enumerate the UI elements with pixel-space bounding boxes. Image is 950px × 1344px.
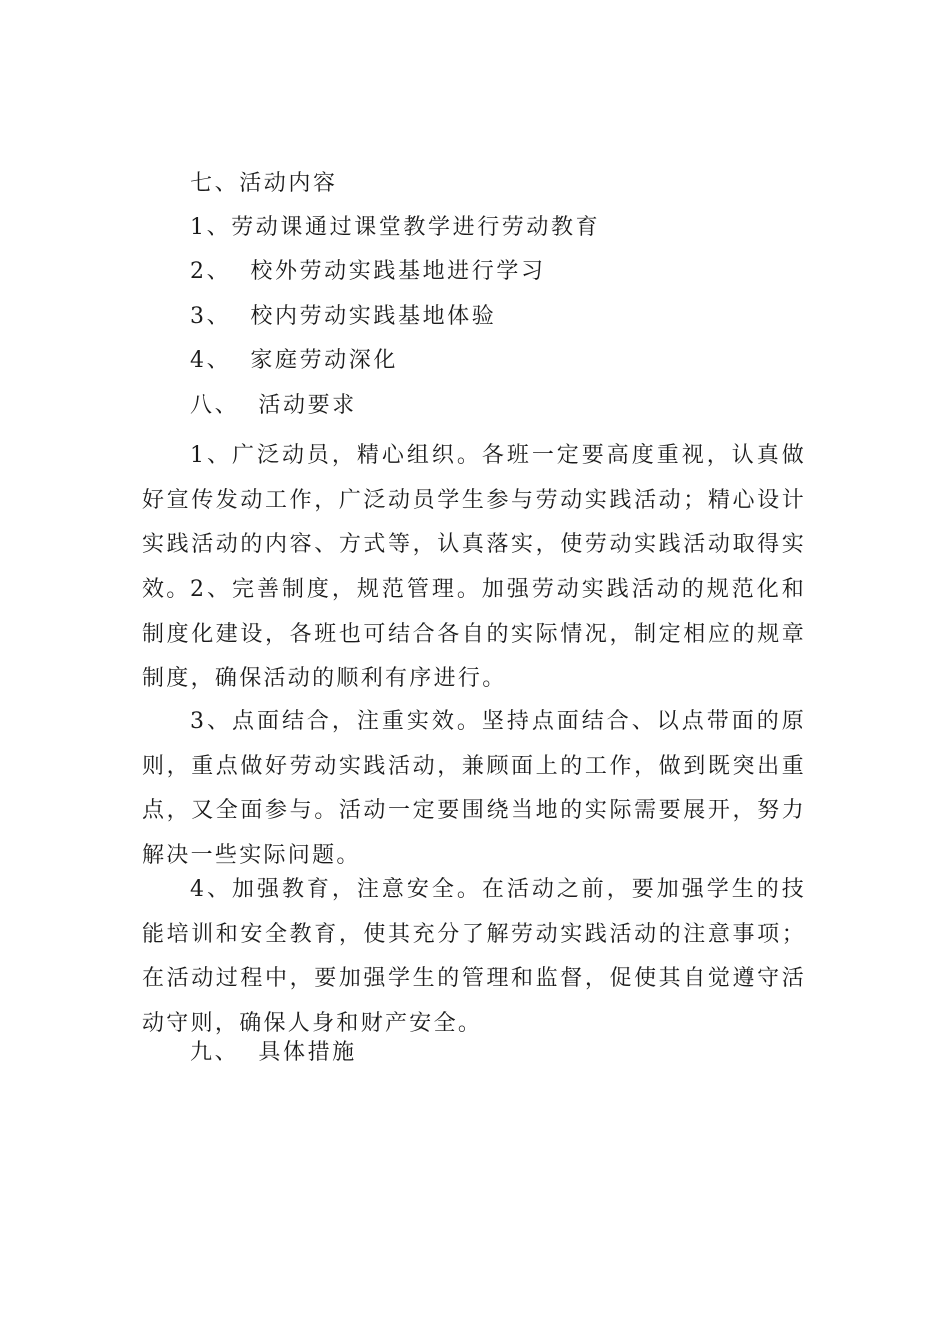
section-7-heading: 七、活动内容 bbox=[190, 171, 338, 196]
section-7-item-4: 4、 家庭劳动深化 bbox=[190, 348, 398, 373]
section-8-paragraph-1: 1、广泛动员，精心组织。各班一定要高度重视，认真做好宣传发动工作，广泛动员学生参与劳动实践活动；精心设计实践活动的内容、方式等，认真落实，使劳动实践活动取得实效。 bbox=[142, 443, 806, 602]
section-9-heading: 九、 具体措施 bbox=[190, 1040, 357, 1065]
section-8-paragraph-3: 3、点面结合，注重实效。坚持点面结合、以点带面的原则，重点做好劳动实践活动，兼顾面上的工作，做到既突出重点，又全面参与。活动一定要围绕当地的实际需要展开，努力解决一些实际问题。 bbox=[142, 709, 806, 868]
section-7-item-3: 3、 校内劳动实践基地体验 bbox=[190, 304, 497, 329]
section-8-paragraph-4: 4、加强教育，注意安全。在活动之前，要加强学生的技能培训和安全教育，使其充分了解劳动实践活动的注意事项；在活动过程中，要加强学生的管理和监督，促使其自觉遵守活动守则，确保人身和财产安全。 bbox=[142, 877, 806, 1036]
section-8-heading: 八、 活动要求 bbox=[190, 393, 357, 418]
section-8-paragraph-2: 2、完善制度，规范管理。加强劳动实践活动的规范化和制度化建设，各班也可结合各自的实际情况，制定相应的规章制度，确保活动的顺利有序进行。 bbox=[142, 577, 806, 691]
section-7-item-1: 1、劳动课通过课堂教学进行劳动教育 bbox=[190, 215, 601, 240]
section-7-item-2: 2、 校外劳动实践基地进行学习 bbox=[190, 259, 546, 284]
